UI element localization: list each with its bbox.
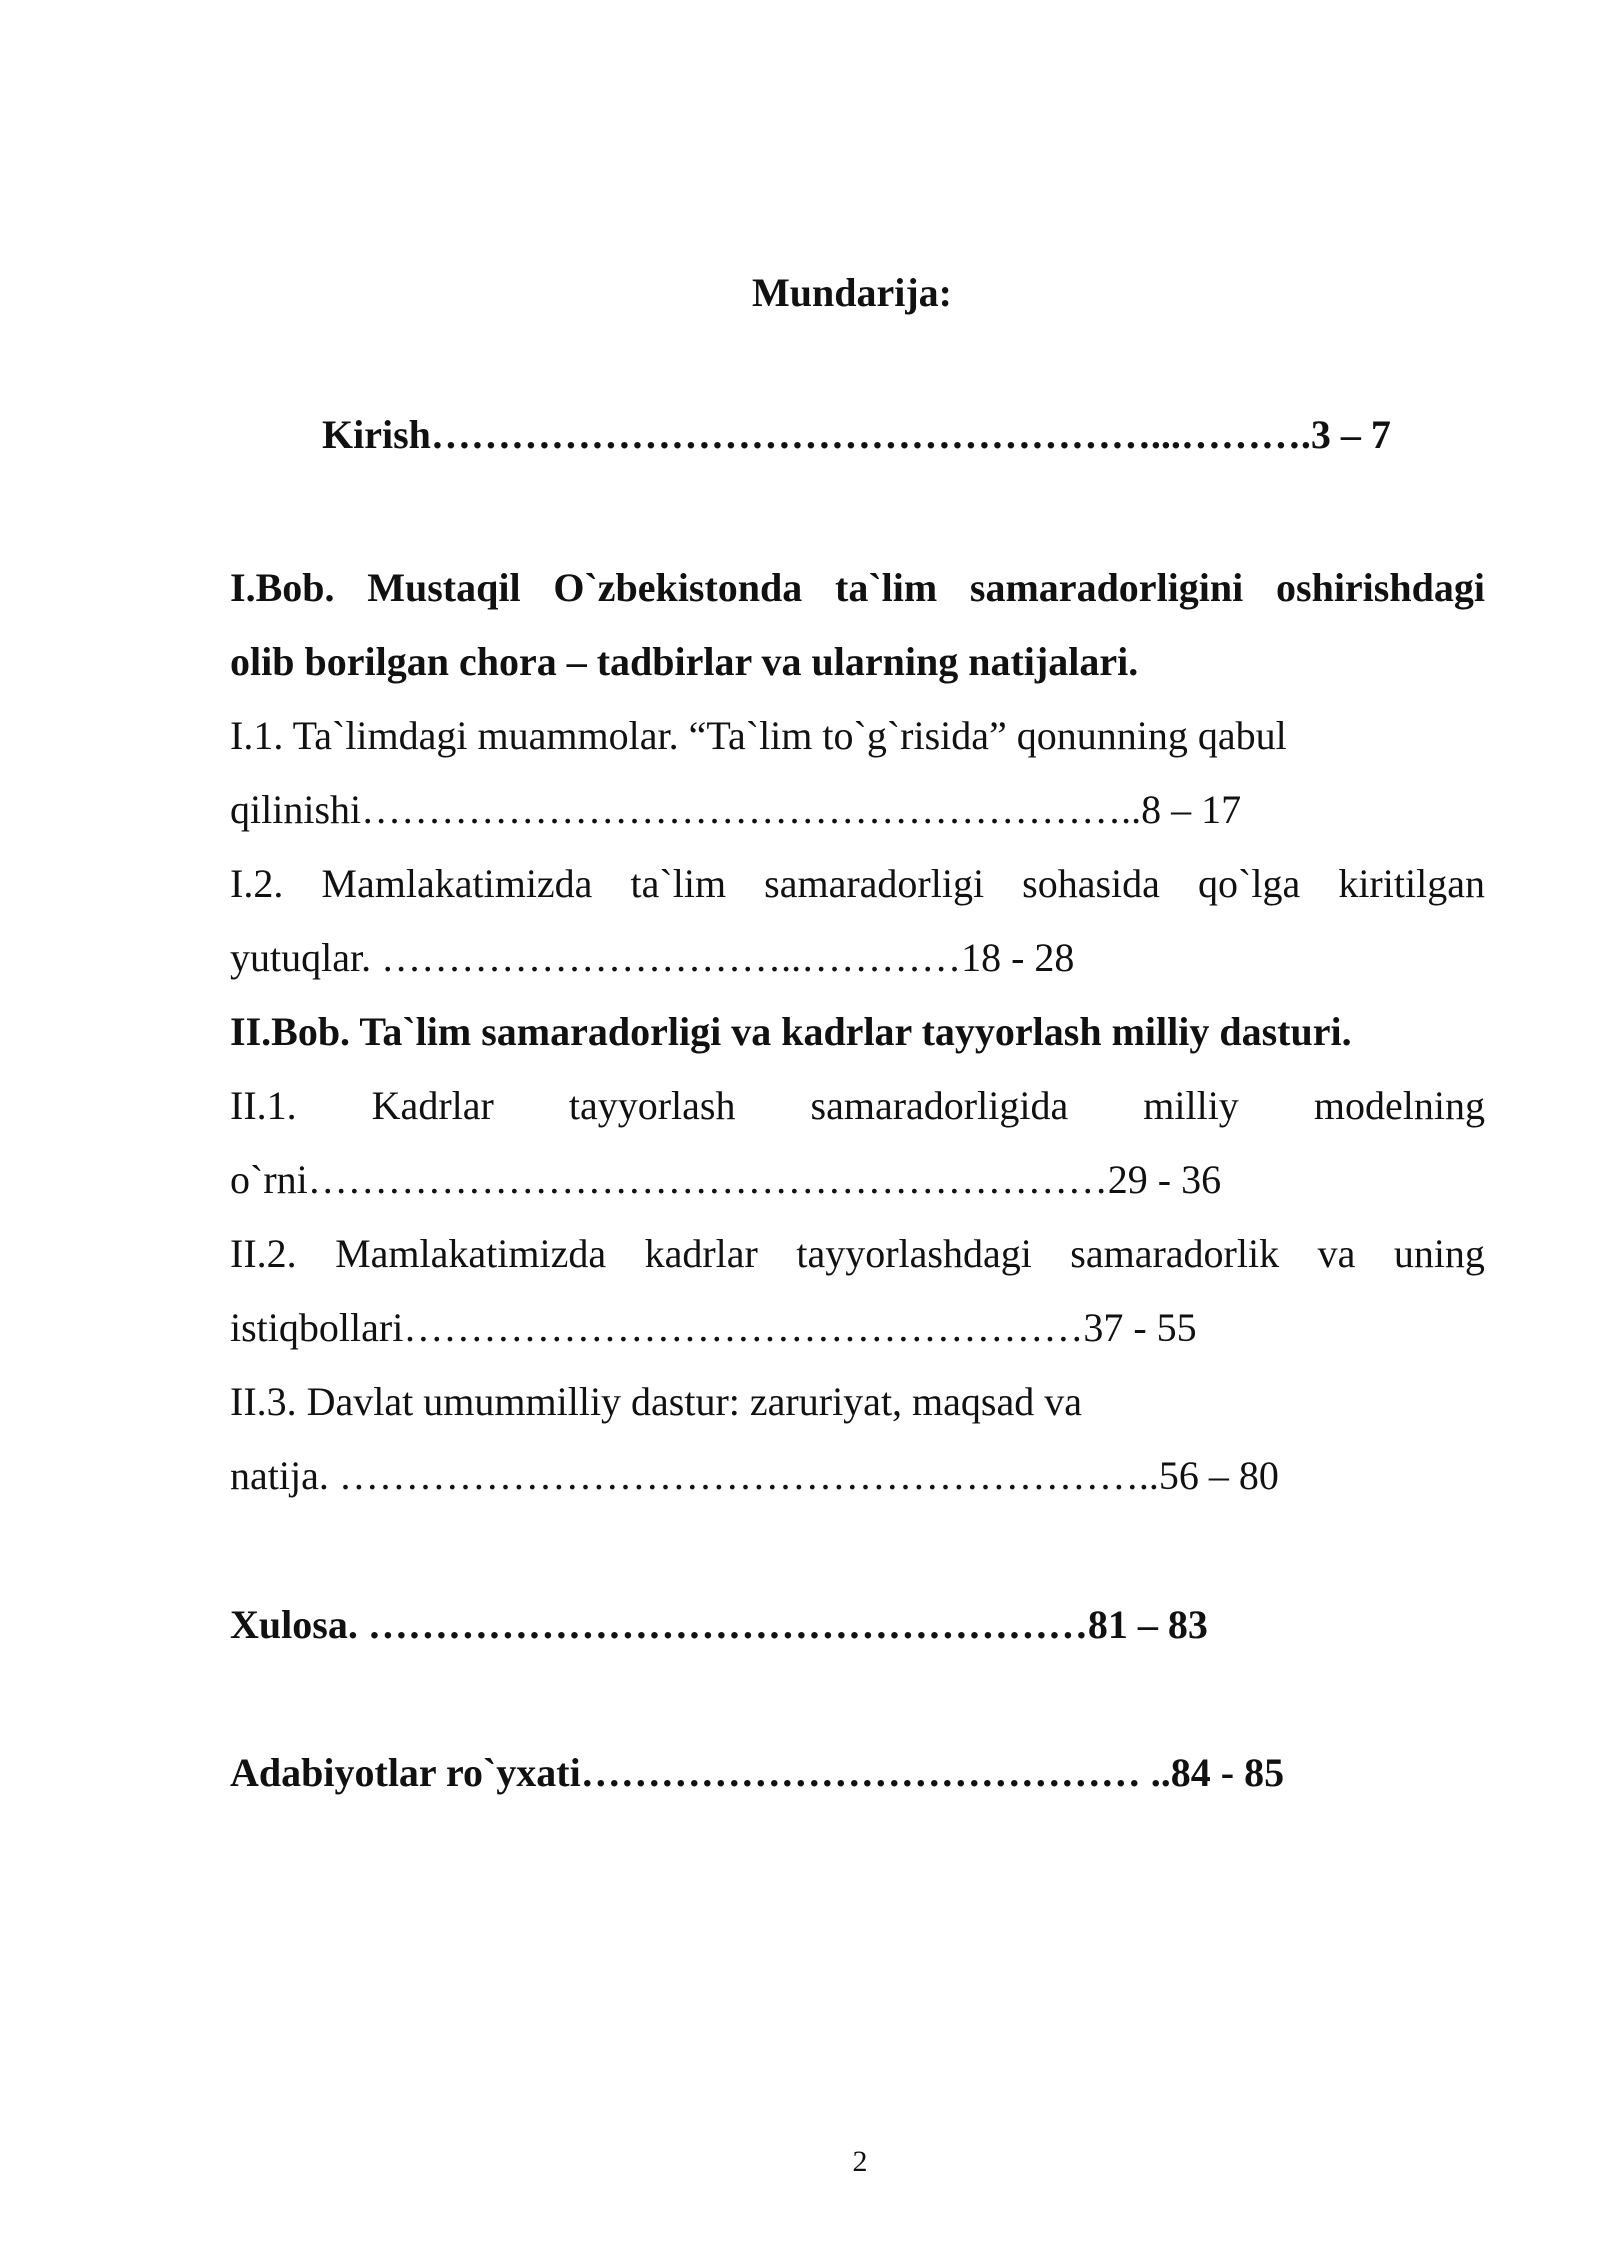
- toc-word: O`zbekistonda: [553, 565, 803, 610]
- toc-word: milliy: [1143, 1083, 1239, 1128]
- toc-entry-adabiyotlar: Adabiyotlar ro`yxati…………………………………… ..84 - 85: [230, 1750, 1285, 1795]
- toc-word: Kadrlar: [371, 1083, 494, 1128]
- toc-entry-s2-2-line2: istiqbollari……………………………………………37 - 55: [230, 1305, 1197, 1350]
- toc-entry-s1-1-line2: qilinishi…………………………………………………..8 – 17: [230, 787, 1242, 832]
- toc-word: I.2.: [230, 861, 284, 906]
- toc-entry-kirish: Kirish………………………………………………...……….3 – 7: [322, 412, 1391, 457]
- toc-word: sohasida: [1022, 861, 1160, 906]
- toc-word: samaradorligini: [969, 565, 1244, 610]
- toc-word: tayyorlashdagi: [796, 1231, 1032, 1276]
- toc-word: uning: [1393, 1231, 1485, 1276]
- toc-word: Mamlakatimizda: [321, 861, 593, 906]
- toc-word: va: [1317, 1231, 1356, 1276]
- toc-word: II.1.: [230, 1083, 297, 1128]
- toc-word: Mustaqil: [367, 565, 521, 610]
- toc-entry-s1-1-line1: I.1. Ta`limdagi muammolar. “Ta`lim to`g`risida” qonunning qabul: [230, 713, 1287, 758]
- toc-word: kadrlar: [644, 1231, 758, 1276]
- toc-entry-s1-2-line2: yutuqlar. …………………………..…………18 - 28: [230, 935, 1075, 980]
- toc-word: kiritilgan: [1338, 861, 1485, 906]
- toc-word: samaradorligida: [810, 1083, 1069, 1128]
- toc-word: I.Bob.: [230, 565, 335, 610]
- toc-word: oshirishdagi: [1276, 565, 1485, 610]
- toc-word: samaradorligi: [764, 861, 985, 906]
- page-number: 2: [852, 2145, 868, 2178]
- toc-word: modelning: [1313, 1083, 1485, 1128]
- toc-word: ta`lim: [630, 861, 727, 906]
- toc-entry-s1-2-line1: [230, 859, 1485, 909]
- toc-entry-s2-1-line1: [230, 1081, 1485, 1131]
- toc-entry-bob2: II.Bob. Ta`lim samaradorligi va kadrlar tayyorlash milliy dasturi.: [230, 1009, 1352, 1054]
- toc-word: ta`lim: [835, 565, 938, 610]
- toc-word: qo`lga: [1198, 861, 1301, 906]
- toc-entry-bob1-line2: olib borilgan chora – tadbirlar va ularning natijalari.: [230, 639, 1139, 684]
- page-title: Mundarija:: [752, 270, 952, 315]
- toc-word: tayyorlash: [568, 1083, 736, 1128]
- toc-word: II.2.: [230, 1231, 297, 1276]
- toc-entry-bob1-line1: [230, 563, 1485, 613]
- toc-entry-s2-3-line1: II.3. Davlat umummilliy dastur: zaruriyat, maqsad va: [230, 1379, 1082, 1424]
- toc-entry-s2-3-line2: natija. ……………………………………………………..56 – 80: [230, 1453, 1279, 1498]
- toc-entry-s2-1-line2: o`rni……………………………………………………29 - 36: [230, 1157, 1222, 1202]
- toc-word: Mamlakatimizda: [335, 1231, 607, 1276]
- toc-word: samaradorlik: [1070, 1231, 1280, 1276]
- toc-entry-s2-2-line1: [230, 1229, 1485, 1279]
- toc-entry-xulosa: Xulosa. ………………………………………………81 – 83: [230, 1602, 1208, 1647]
